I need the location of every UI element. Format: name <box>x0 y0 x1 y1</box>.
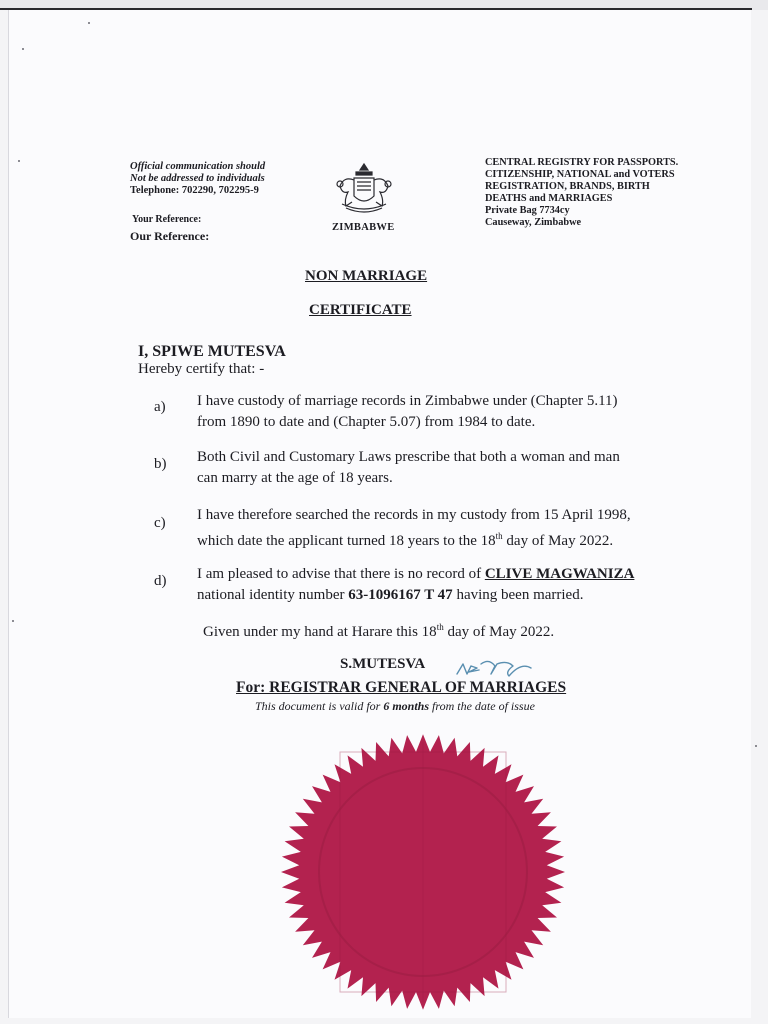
registrar-general-line: For: REGISTRAR GENERAL OF MARRIAGES <box>236 679 567 696</box>
item-a-line2: from 1890 to date and (Chapter 5.07) from 1984 to date. <box>197 414 536 430</box>
validity-text-end: from the date of issue <box>429 699 535 713</box>
scan-speck <box>18 160 20 162</box>
given-under-hand <box>203 622 554 641</box>
address-line: Causeway, Zimbabwe <box>485 217 582 228</box>
address-line: Private Bag 7734cy <box>485 205 570 216</box>
item-b-line1: Both Civil and Customary Laws prescribe that both a woman and man <box>197 449 620 465</box>
declarant-name: I, SPIWE MUTESVA <box>138 343 286 360</box>
validity-text: This document is valid for <box>255 699 384 713</box>
official-communication-notice <box>130 161 265 197</box>
notice-line: Official communication should <box>130 161 266 172</box>
item-c-line1: I have therefore searched the records in my custody from 15 April 1998, <box>197 507 631 523</box>
item-b-text <box>197 447 687 489</box>
your-reference-label: Your Reference: <box>132 214 202 225</box>
ordinal-suffix: th <box>495 531 503 541</box>
item-b-line2: can marry at the age of 18 years. <box>197 470 393 486</box>
given-text-end: day of May 2022. <box>443 624 555 640</box>
item-marker-a: a) <box>154 399 166 415</box>
item-d-line2-text: national identity number <box>197 587 349 603</box>
item-d-text <box>197 564 687 606</box>
item-c-text <box>197 505 687 552</box>
zimbabwe-coat-of-arms-icon <box>328 160 400 220</box>
address-line: CITIZENSHIP, NATIONAL and VOTERS <box>485 169 675 180</box>
address-line: DEATHS and MARRIAGES <box>485 193 613 204</box>
certify-statement: Hereby certify that: - <box>138 361 265 377</box>
item-d-line1 <box>197 564 687 585</box>
national-id-number: 63-1096167 T 47 <box>348 587 453 603</box>
signatory-name: S.MUTESVA <box>340 656 426 672</box>
item-c-line2-end: day of May 2022. <box>502 533 614 549</box>
validity-note <box>255 699 535 714</box>
item-a-text <box>197 391 687 433</box>
item-marker-c: c) <box>154 515 166 531</box>
scan-speck <box>12 620 14 622</box>
red-wax-seal-icon <box>278 732 568 1012</box>
applicant-name: CLIVE MAGWANIZA <box>484 566 635 582</box>
certificate-title-line2: CERTIFICATE <box>309 302 412 318</box>
certificate-title-line1: NON MARRIAGE <box>305 268 428 284</box>
validity-period: 6 months <box>383 699 430 713</box>
item-d-line2-end: having been married. <box>452 587 584 603</box>
scan-speck <box>755 745 757 747</box>
ordinal-suffix: th <box>436 622 444 632</box>
notice-line: Not be addressed to individuals <box>130 173 265 184</box>
given-text: Given under my hand at Harare this 18 <box>203 624 437 640</box>
registry-address <box>485 157 715 229</box>
item-c-line2-text: which date the applicant turned 18 years to the 18 <box>197 533 496 549</box>
item-c-line2 <box>197 526 687 552</box>
handwritten-signature-icon <box>455 656 545 680</box>
item-marker-d: d) <box>154 573 167 589</box>
scan-speck <box>22 48 24 50</box>
item-a-line1: I have custody of marriage records in Zimbabwe under (Chapter 5.11) <box>197 393 618 409</box>
address-line: REGISTRATION, BRANDS, BIRTH <box>485 181 650 192</box>
our-reference-label: Our Reference: <box>130 229 210 243</box>
scan-speck <box>88 22 90 24</box>
item-d-line2 <box>197 585 687 606</box>
item-d-line1-text: I am pleased to advise that there is no record of <box>197 566 485 582</box>
telephone-line: Telephone: 702290, 702295-9 <box>130 185 259 196</box>
address-line: CENTRAL REGISTRY FOR PASSPORTS. <box>485 157 679 168</box>
item-marker-b: b) <box>154 456 167 472</box>
crest-label: ZIMBABWE <box>332 222 395 233</box>
